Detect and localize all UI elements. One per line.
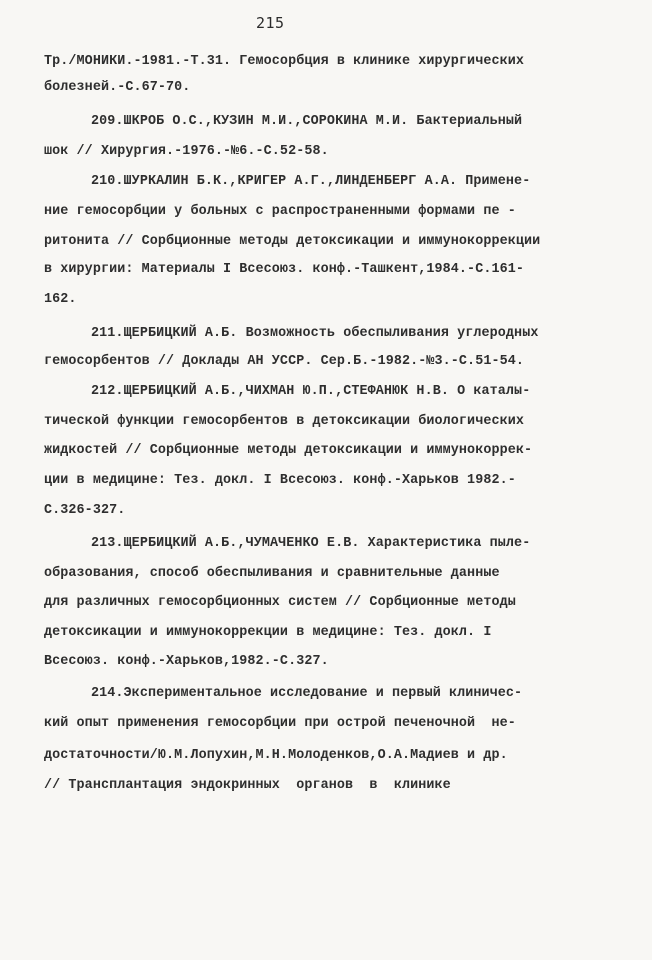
text-line: жидкостей // Сорбционные методы детоксикации и иммунокоррек-: [44, 443, 533, 458]
text-line: для различных гемосорбционных систем // Сорбционные методы: [44, 595, 516, 610]
page-number: 215: [256, 14, 285, 32]
text-line: 162.: [44, 292, 77, 307]
text-line: ние гемосорбции у больных с распространенными формами пе -: [44, 204, 516, 219]
text-line: 214.Экспериментальное исследование и первый клиничес-: [91, 686, 523, 701]
text-line: 213.ЩЕРБИЦКИЙ А.Б.,ЧУМАЧЕНКО Е.В. Характеристика пыле-: [91, 536, 531, 551]
text-line: ции в медицине: Тез. докл. I Всесоюз. конф.-Харьков 1982.-: [44, 473, 516, 488]
text-line: // Трансплантация эндокринных органов в клинике: [44, 778, 451, 793]
text-line: С.326-327.: [44, 503, 126, 518]
text-line: образования, способ обеспыливания и сравнительные данные: [44, 566, 500, 581]
text-line: детоксикации и иммунокоррекции в медицине: Тез. докл. I: [44, 625, 492, 640]
text-line: 210.ШУРКАЛИН Б.К.,КРИГЕР А.Г.,ЛИНДЕНБЕРГ А.А. Примене-: [91, 174, 531, 189]
text-line: 211.ЩЕРБИЦКИЙ А.Б. Возможность обеспыливания углеродных: [91, 326, 539, 341]
text-line: гемосорбентов // Доклады АН УССР. Сер.Б.-1982.-№3.-С.51-54.: [44, 354, 525, 369]
text-line: Всесоюз. конф.-Харьков,1982.-С.327.: [44, 654, 329, 669]
text-line: ритонита // Сорбционные методы детоксикации и иммунокоррекции: [44, 234, 541, 249]
text-line: 209.ШКРОБ О.С.,КУЗИН М.И.,СОРОКИНА М.И. Бактериальный: [91, 114, 523, 129]
text-line: болезней.-С.67-70.: [44, 80, 191, 95]
text-line: 212.ЩЕРБИЦКИЙ А.Б.,ЧИХМАН Ю.П.,СТЕФАНЮК Н.В. О каталы-: [91, 384, 531, 399]
text-line: тической функции гемосорбентов в детоксикации биологических: [44, 414, 525, 429]
text-line: достаточности/Ю.М.Лопухин,М.Н.Молоденков,О.А.Мадиев и др.: [44, 748, 508, 763]
text-line: Тр./МОНИКИ.-1981.-Т.31. Гемосорбция в клинике хирургических: [44, 54, 525, 69]
text-line: шок // Хирургия.-1976.-№6.-С.52-58.: [44, 144, 329, 159]
text-line: в хирургии: Материалы I Всесоюз. конф.-Ташкент,1984.-С.161-: [44, 262, 525, 277]
text-line: кий опыт применения гемосорбции при острой печеночной не-: [44, 716, 516, 731]
